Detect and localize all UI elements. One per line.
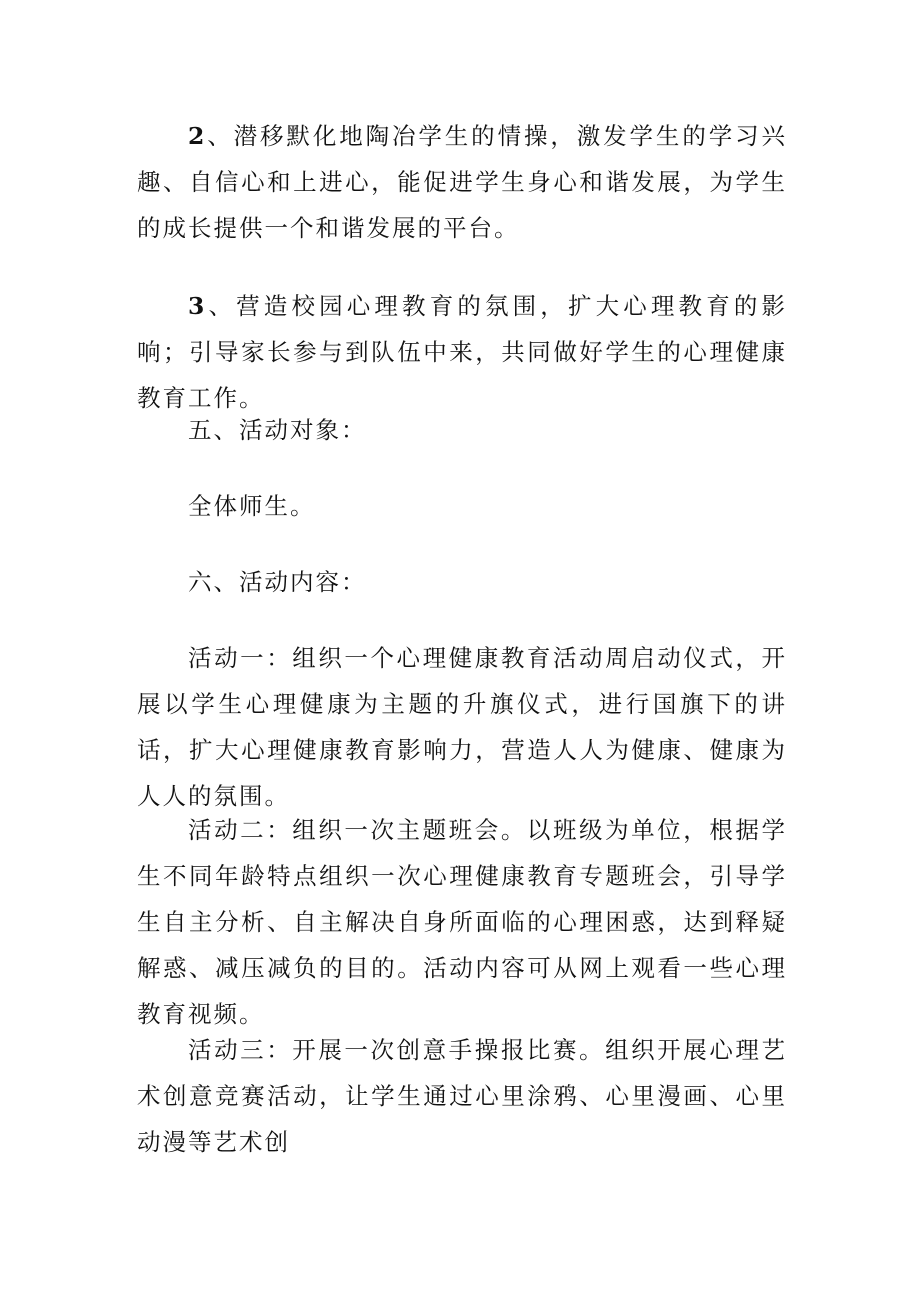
- paragraph-goal-3: [137, 283, 787, 421]
- paragraph-text: 、营造校园心理教育的氛围，扩大心理教育的影响；引导家长参与到队伍中来，共同做好学生的心理健康教育工作。: [137, 292, 787, 412]
- paragraph-number: 2: [188, 122, 207, 150]
- paragraph-activity-target: 全体师生。: [188, 492, 316, 520]
- paragraph-text: 、潜移默化地陶冶学生的情操，激发学生的学习兴趣、自信心和上进心，能促进学生身心和谐发展，为学生的成长提供一个和谐发展的平台。: [137, 122, 787, 242]
- section-heading-activity-content: 六、活动内容：: [188, 568, 367, 596]
- paragraph-activity-3: 活动三：开展一次创意手操报比赛。组织开展心理艺术创意竞赛活动，让学生通过心里涂鸦、心里漫画、心里动漫等艺术创: [137, 1036, 787, 1156]
- paragraph-activity-1: 活动一：组织一个心理健康教育活动周启动仪式，开展以学生心理健康为主题的升旗仪式，进行国旗下的讲话，扩大心理健康教育影响力，营造人人为健康、健康为人人的氛围。: [137, 644, 787, 810]
- paragraph-goal-2: [137, 113, 787, 251]
- section-heading-activity-target: 五、活动对象：: [188, 416, 367, 444]
- paragraph-number: 3: [188, 292, 207, 320]
- paragraph-activity-2: 活动二：组织一次主题班会。以班级为单位，根据学生不同年龄特点组织一次心理健康教育专题班会，引导学生自主分析、自主解决自身所面临的心理困惑，达到释疑解惑、减压减负的目的。活动内容可从网上观看一些心理教育视频。: [137, 816, 787, 1028]
